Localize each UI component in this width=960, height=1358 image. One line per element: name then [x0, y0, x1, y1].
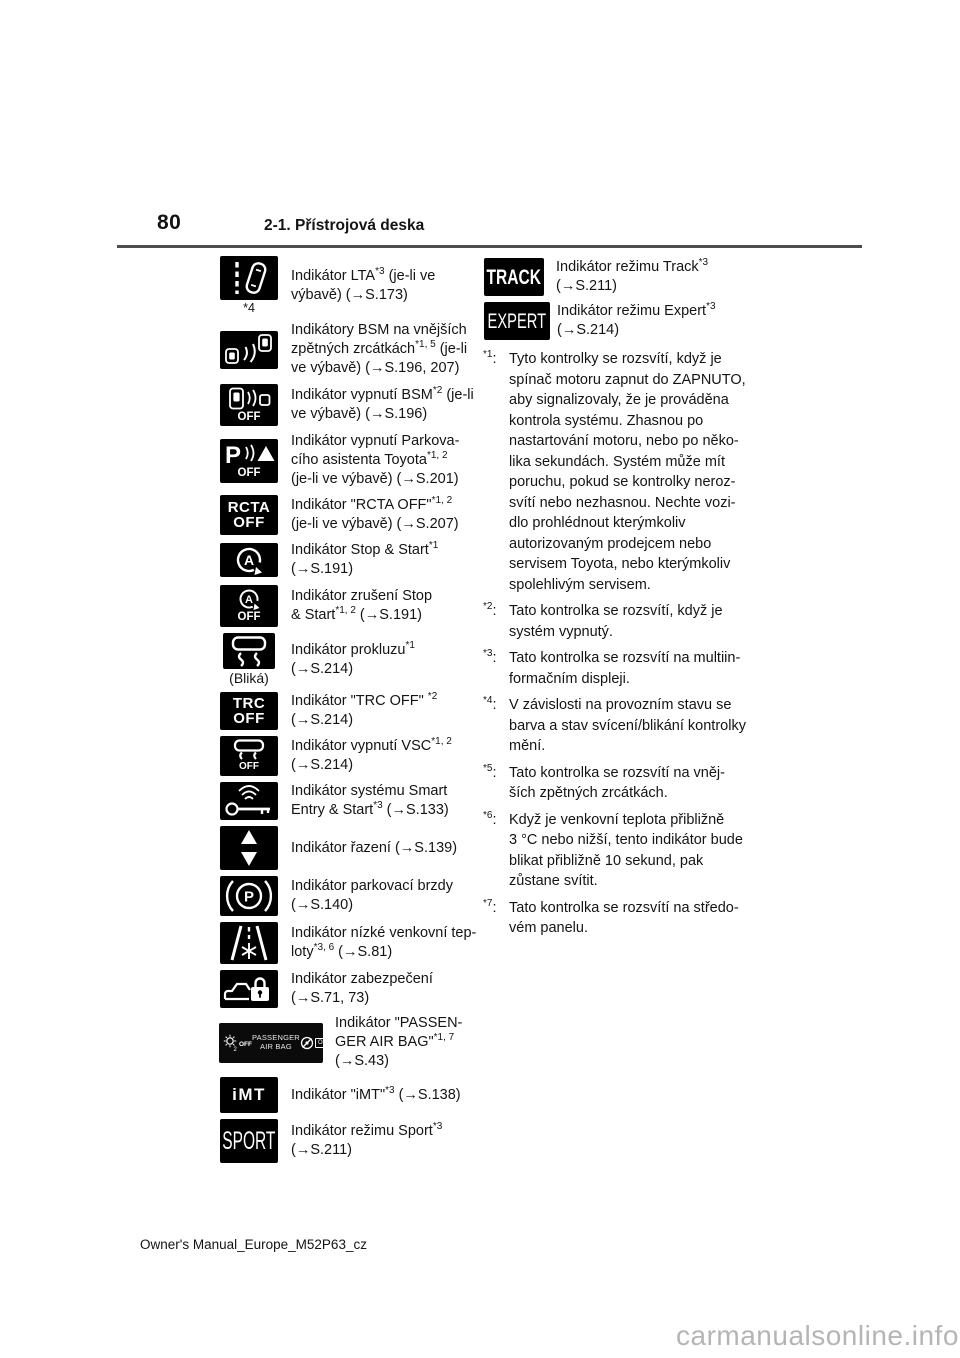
svg-text:P: P: [243, 888, 255, 906]
watermark: carmanualsonline.info: [676, 1320, 959, 1351]
svg-text:A: A: [243, 551, 255, 568]
footnote-marker: $^{*2}$:: [483, 601, 497, 619]
airbag-on-text: ON: [315, 1038, 329, 1048]
indicator-label: Indikátor zabezpečení (→S.71, 73): [291, 971, 433, 1006]
indicator-item: [218, 321, 486, 378]
indicator-label: Indikátor režimu Track$^{*3}$ (→S.211): [556, 257, 709, 294]
indicator-item: [218, 826, 486, 870]
rcta-off-icon: RCTA OFF: [220, 495, 278, 535]
security-icon: [220, 970, 278, 1008]
airbag-on-glyph: [300, 1036, 314, 1050]
low-outside-temp-icon: [220, 922, 278, 964]
indicator-label: Indikátor systému Smart Entry & Start$^{*3}$ (→S.133): [291, 783, 449, 818]
footnote: [483, 648, 875, 689]
indicator-label: Indikátor LTA$^{*3}$ (je-li ve výbavě) (→S.173): [291, 265, 436, 303]
indicator-item: [218, 1077, 486, 1113]
smart-entry-icon: [220, 782, 278, 820]
footnote: [483, 601, 875, 642]
indicator-label: Indikátor "PASSEN- GER AIR BAG"$^{*1, 7}$ (→S.43): [335, 1015, 463, 1069]
footnote-text: Tato kontrolka se rozsvítí na multiin- formačním displeji.: [509, 650, 741, 687]
svg-text:P: P: [225, 442, 242, 468]
footnote-text: Tato kontrolka se rozsvítí, když je systém vypnutý.: [509, 603, 723, 640]
indicator-item: [218, 970, 486, 1008]
indicator-item: [218, 541, 486, 579]
indicator-item: [218, 1014, 486, 1071]
indicator-label: Indikátor Stop & Start$^{*1}$ (→S.191): [291, 540, 439, 577]
bsm-off-icon: [220, 384, 278, 426]
indicator-label: Indikátor nízké venkovní tep- loty$^{*3, 6}$ (→S.81): [291, 925, 477, 960]
indicator-list-left: [218, 256, 486, 1169]
footnote-text: Tyto kontrolky se rozsvítí, když je spínač motoru zapnut do ZAPNUTO, aby signalizovaly, že je prováděna kontrola systému. Zhasnou po nastartování motoru, nebo po něko- lika sekundách. Systém může mít poruchu, pokud se kontrolky neroz- svítí nebo nezhasnou. Nechte vozi- dlo prohlédnout kterýmkoliv autorizovaným prodejcem nebo servisem Toyota, nebo kterýmkoliv spolehlivým servisem.: [509, 351, 746, 593]
slip-indicator-icon: [223, 633, 275, 669]
parking-assist-off-icon: [220, 439, 278, 483]
airbag-off-text: OFF: [239, 1040, 252, 1048]
icon-caption: *4: [243, 301, 255, 315]
indicator-label: Indikátor "TRC OFF" $^{*2}$ (→S.214): [291, 691, 438, 728]
expert-mode-icon: EXPERT: [484, 302, 550, 340]
sport-mode-icon: SPORT: [220, 1119, 278, 1163]
footnote-marker: $^{*3}$:: [483, 648, 497, 666]
stop-start-icon: [220, 543, 278, 577]
svg-text:A: A: [245, 594, 253, 607]
indicator-item: [218, 495, 486, 535]
footnotes: [483, 349, 875, 939]
indicator-label: Indikátor režimu Expert$^{*3}$ (→S.214): [557, 301, 716, 338]
footnote: [483, 695, 875, 757]
off-text: OFF: [239, 761, 259, 773]
off-text: OFF: [237, 611, 261, 624]
icon-caption: (Bliká): [229, 670, 269, 686]
indicator-item: [218, 633, 486, 686]
indicator-label: Indikátory BSM na vnějších zpětných zrcátkách$^{*1, 5}$ (je-li ve výbavě) (→S.196, 207): [291, 322, 468, 376]
footnote-marker: $^{*6}$:: [483, 809, 497, 828]
indicator-item: [218, 432, 486, 489]
indicator-label: Indikátor vypnutí Parkova- cího asistenta Toyota$^{*1, 2}$ (je-li ve výbavě) (→S.201): [291, 433, 460, 487]
footnote-marker: $^{*7}$:: [483, 897, 497, 916]
indicator-label: Indikátor vypnutí BSM$^{*2}$ (je-li ve výbavě) (→S.196): [291, 385, 474, 422]
footnote-marker: $^{*4}$:: [483, 695, 497, 713]
footnote: [483, 349, 875, 595]
indicator-label: Indikátor parkovací brzdy (→S.140): [291, 878, 453, 913]
footnote-text: Tato kontrolka se rozsvítí na vněj- ších zpětných zrcátkách.: [509, 764, 725, 801]
indicator-item: [218, 585, 486, 627]
airbag-glyph: [223, 1034, 238, 1052]
indicator-label: Indikátor režimu Sport$^{*3}$ (→S.211): [291, 1121, 443, 1158]
airbag-line1: PASSENGER: [252, 1033, 300, 1042]
footnote: [483, 810, 875, 892]
header-rule: [117, 245, 862, 248]
indicator-label: Indikátor zrušení Stop & Start$^{*1, 2}$ (→S.191): [291, 588, 433, 623]
indicator-item: [218, 736, 486, 776]
indicator-item: [218, 1119, 486, 1163]
footnote: [483, 763, 875, 804]
track-mode-icon: TRACK: [484, 258, 544, 296]
airbag-line2: AIR BAG: [260, 1041, 292, 1051]
parking-brake-icon: [220, 876, 278, 916]
footnote-marker: $^{*5}$:: [483, 762, 497, 781]
indicator-item: [218, 256, 486, 315]
indicator-item: [218, 876, 486, 916]
indicator-item: [218, 922, 486, 964]
indicator-list-right: [483, 258, 875, 945]
indicator-label: Indikátor "iMT"$^{*3}$ (→S.138): [291, 1084, 461, 1103]
section-title: 2-1. Přístrojová deska: [264, 217, 425, 234]
lta-icon: [220, 256, 278, 300]
footnote-text: Tato kontrolka se rozsvítí na středo- vém panelu.: [509, 899, 739, 936]
imt-icon: iMT: [220, 1077, 278, 1113]
indicator-label: Indikátor vypnutí VSC$^{*1, 2}$ (→S.214): [291, 736, 452, 773]
passenger-airbag-icon: [219, 1023, 327, 1063]
footnote-text: Když je venkovní teplota přibližně 3 °C nebo nižší, tento indikátor bude blikat přibližně 10 sekund, pak zůstane svítit.: [509, 811, 743, 889]
footnote: [483, 898, 875, 939]
off-text: OFF: [237, 467, 261, 480]
footnote-marker: $^{*1}$:: [483, 349, 497, 367]
indicator-item: [218, 384, 486, 426]
footer-document-name: Owner's Manual_Europe_M52P63_cz: [140, 1237, 367, 1252]
bsm-outer-mirror-icon: [220, 331, 278, 369]
vsc-off-icon: [220, 736, 278, 776]
footnote-text: V závislosti na provozním stavu se barva a stav svícení/blikání kontrolky mění.: [509, 697, 746, 754]
trc-off-icon: TRC OFF: [220, 692, 278, 730]
off-text: OFF: [237, 410, 261, 423]
indicator-item: [483, 258, 875, 296]
indicator-item: [218, 782, 486, 820]
shift-indicator-icon: [220, 826, 278, 870]
indicator-label: Indikátor řazení (→S.139): [291, 839, 458, 856]
page-number: 80: [157, 211, 182, 234]
indicator-item: [218, 692, 486, 730]
indicator-label: Indikátor "RCTA OFF"$^{*1, 2}$ (je-li ve výbavě) (→S.207): [291, 495, 459, 532]
indicator-item: [483, 302, 875, 340]
svg-text:2: 2: [233, 1046, 237, 1052]
indicator-label: Indikátor prokluzu$^{*1}$ (→S.214): [291, 639, 415, 677]
stop-start-cancel-icon: [220, 585, 278, 627]
